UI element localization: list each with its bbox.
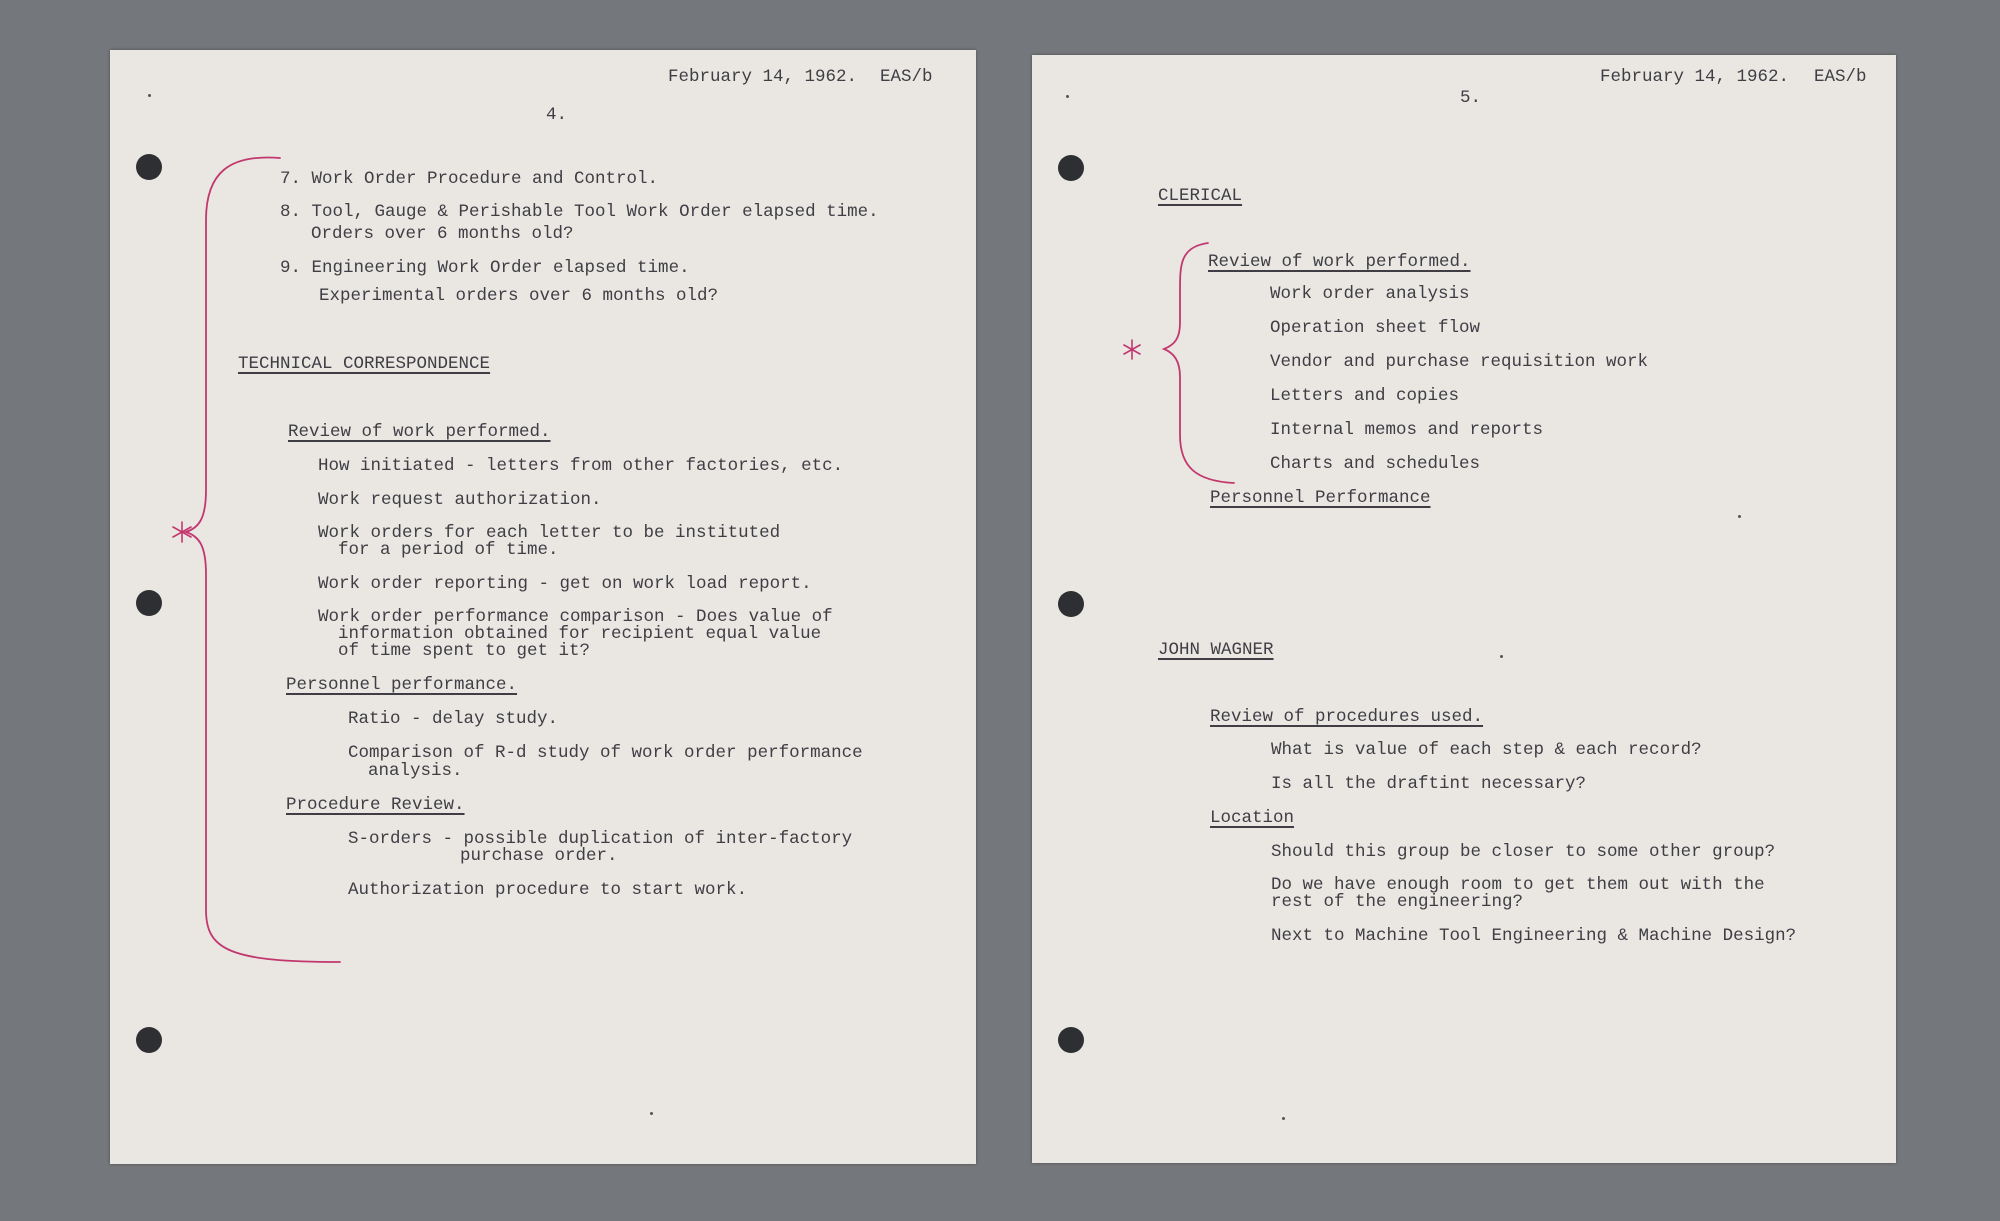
review-item: Work order performance comparison - Does value of: [318, 607, 833, 627]
review-item-cont: for a period of time.: [338, 540, 559, 560]
review-item-cont: of time spent to get it?: [338, 641, 591, 661]
personnel-item-cont: analysis.: [368, 761, 463, 781]
clerical-item: Vendor and purchase requisition work: [1270, 352, 1649, 372]
location-item: Should this group be closer to some other group?: [1271, 842, 1776, 862]
list-item-8: 8. Tool, Gauge & Perishable Tool Work Order elapsed time.: [280, 202, 879, 222]
page-number: 5.: [1460, 88, 1482, 108]
document-page-5: [1032, 55, 1896, 1163]
procedures-heading: Review of procedures used.: [1210, 707, 1484, 727]
location-heading: Location: [1210, 808, 1295, 828]
personnel-item: Comparison of R-d study of work order performance: [348, 743, 863, 763]
review-item: Work orders for each letter to be instituted: [318, 523, 781, 543]
binder-hole-top: [136, 154, 162, 180]
asterisk-icon: [1124, 340, 1140, 359]
list-item-9: 9. Engineering Work Order elapsed time.: [280, 258, 690, 278]
paper-speck: [650, 1112, 653, 1115]
clerical-item: Operation sheet flow: [1270, 318, 1481, 338]
review-item: Work order reporting - get on work load report.: [318, 574, 812, 594]
list-item-8-cont: Orders over 6 months old?: [311, 224, 574, 244]
document-page-4: [110, 50, 976, 1164]
section-title-clerical: CLERICAL: [1158, 186, 1243, 206]
clerical-item: Letters and copies: [1270, 386, 1460, 406]
location-item: Do we have enough room to get them out with the: [1271, 875, 1765, 895]
procedure-item: S-orders - possible duplication of inter-factory: [348, 829, 853, 849]
procedures-item: What is value of each step & each record?: [1271, 740, 1702, 760]
header-date: February 14, 1962.: [1600, 67, 1790, 87]
binder-hole-middle: [136, 590, 162, 616]
asterisk-icon: [173, 522, 191, 542]
paper-speck: [1066, 95, 1069, 98]
binder-hole-bottom: [136, 1027, 162, 1053]
section-title-john-wagner: JOHN WAGNER: [1158, 640, 1274, 660]
binder-hole-middle: [1058, 591, 1084, 617]
personnel-item: Ratio - delay study.: [348, 709, 559, 729]
procedure-heading: Procedure Review.: [286, 795, 465, 815]
handwritten-brace-mark: [1032, 55, 1896, 1163]
page-number: 4.: [546, 105, 568, 125]
section-title-technical-correspondence: TECHNICAL CORRESPONDENCE: [238, 354, 491, 374]
personnel-heading: Personnel performance.: [286, 675, 518, 695]
list-item-9-cont: Experimental orders over 6 months old?: [319, 286, 719, 306]
paper-speck: [1282, 1117, 1285, 1120]
location-item: Next to Machine Tool Engineering & Machine Design?: [1271, 926, 1797, 946]
procedure-item-cont: purchase order.: [460, 846, 618, 866]
header-initials: EAS/b: [1814, 67, 1867, 87]
review-heading: Review of work performed.: [288, 422, 551, 442]
clerical-item: Charts and schedules: [1270, 454, 1481, 474]
clerical-review-heading: Review of work performed.: [1208, 252, 1471, 272]
review-item: Work request authorization.: [318, 490, 602, 510]
paper-speck: [1738, 515, 1741, 518]
binder-hole-bottom: [1058, 1027, 1084, 1053]
binder-hole-top: [1058, 155, 1084, 181]
paper-speck: [148, 94, 151, 97]
clerical-item: Internal memos and reports: [1270, 420, 1544, 440]
list-item-7: 7. Work Order Procedure and Control.: [280, 169, 659, 189]
clerical-personnel-heading: Personnel Performance: [1210, 488, 1431, 508]
paper-speck: [1500, 655, 1503, 658]
location-item-cont: rest of the engineering?: [1271, 892, 1524, 912]
header-date: February 14, 1962.: [668, 67, 858, 87]
procedure-item: Authorization procedure to start work.: [348, 880, 748, 900]
review-item: How initiated - letters from other factories, etc.: [318, 456, 844, 476]
review-item-cont: information obtained for recipient equal value: [338, 624, 822, 644]
procedures-item: Is all the draftint necessary?: [1271, 774, 1587, 794]
clerical-item: Work order analysis: [1270, 284, 1470, 304]
header-initials: EAS/b: [880, 67, 933, 87]
